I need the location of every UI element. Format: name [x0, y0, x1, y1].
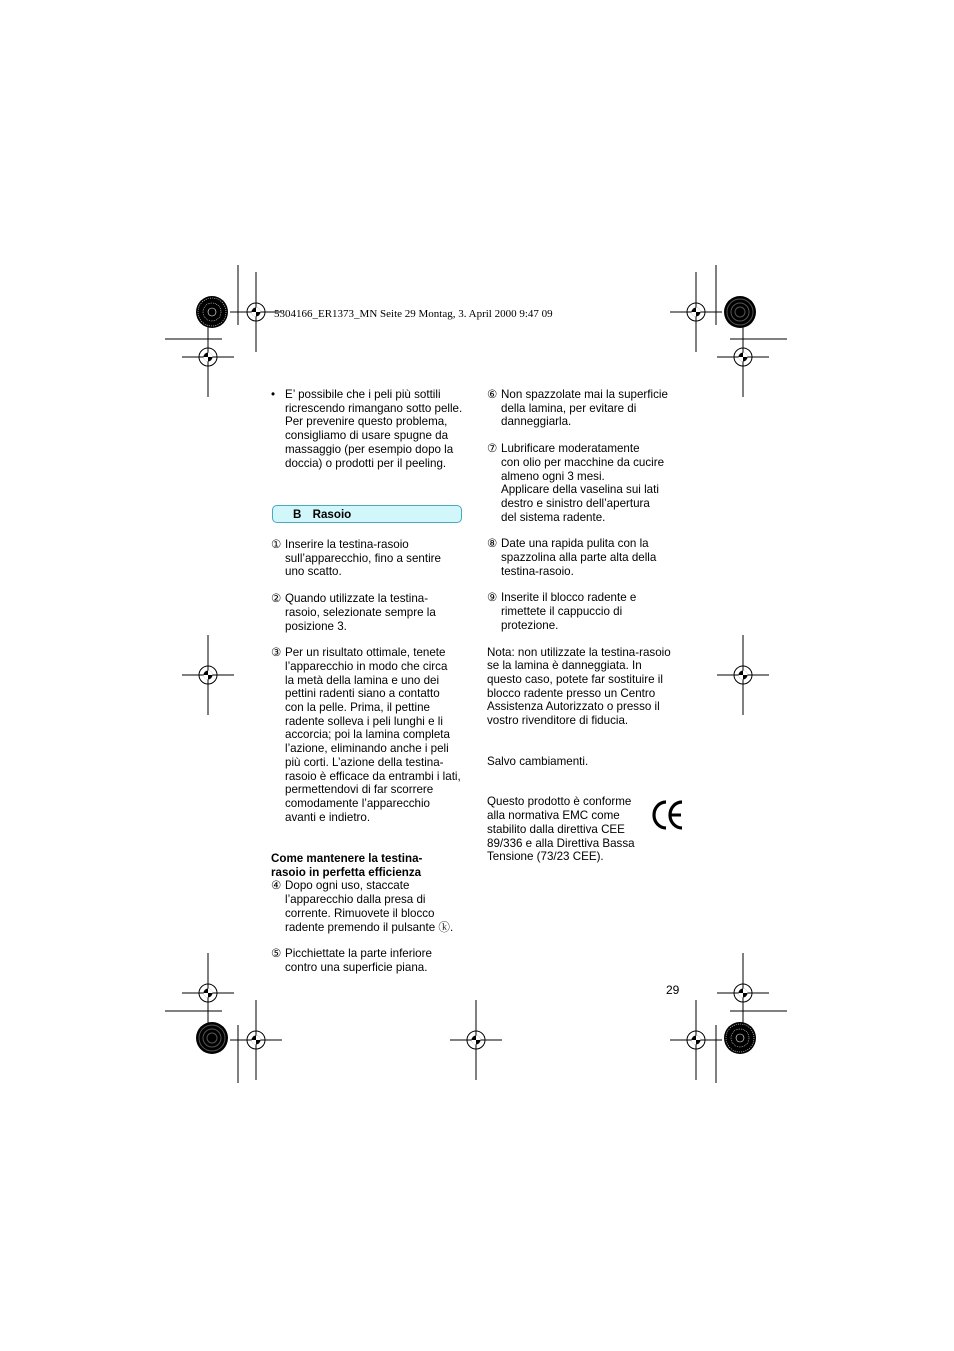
- text-line: E’ possibile che i peli più sottili: [285, 388, 441, 401]
- step-8: [487, 537, 697, 578]
- text-line: Date una rapida pulita con la: [501, 537, 649, 551]
- text-line: con la pelle. Prima, il pettine: [285, 701, 430, 715]
- steps-1-3: [271, 538, 471, 824]
- text-line: Inserite il blocco radente e: [501, 591, 637, 605]
- text-line: Assistenza Autorizzato o presso il: [487, 700, 660, 714]
- text-line: la metà della lamina e uno dei: [285, 673, 440, 687]
- section-header-rasoio: [272, 505, 462, 523]
- step-3: [271, 646, 471, 824]
- text-line: alla normativa EMC come: [487, 809, 620, 823]
- text-line: della lamina, per evitare di: [501, 401, 637, 415]
- step-5: [271, 947, 471, 974]
- text-line: consigliamo di usare spugne da: [285, 429, 449, 443]
- text-line: Quando utilizzate la testina-: [285, 592, 429, 606]
- text-line: vostro rivenditore di fiducia.: [487, 714, 629, 728]
- step-number: ⑨: [487, 591, 498, 605]
- step-number: ②: [271, 592, 282, 606]
- text-line: permettendovi di far scorrere: [285, 783, 434, 797]
- text-line: protezione.: [501, 618, 559, 632]
- text-line: posizione 3.: [285, 619, 347, 633]
- text-line: pettini radenti siano a contatto: [285, 687, 440, 701]
- left-column: [271, 388, 471, 470]
- step-1: [271, 538, 471, 579]
- text-line: 89/336 e alla Direttiva Bassa: [487, 836, 635, 850]
- text-line: l’apparecchio in modo che circa: [285, 659, 448, 673]
- text-line: questo caso, potete far sostituire il: [487, 672, 663, 686]
- text-line: doccia) o prodotti per il peeling.: [285, 456, 447, 470]
- step-9: [487, 591, 697, 632]
- print-slug: 5304166_ER1373_MN Seite 29 Montag, 3. April 2000 9:47 09: [274, 308, 553, 320]
- step-number: ⑥: [487, 388, 498, 401]
- text-line: accorcia; poi la lamina completa: [285, 728, 450, 742]
- step-4: [271, 879, 471, 934]
- step-7: [487, 442, 697, 524]
- text-line: Lubrificare moderatamente: [501, 442, 640, 456]
- text-line: massaggio (per esempio dopo la: [285, 442, 454, 456]
- maintenance-heading: rasoio in perfetta efficienza: [271, 865, 422, 879]
- text-line: almeno ogni 3 mesi.: [501, 469, 605, 483]
- text-line: se la lamina è danneggiata. In: [487, 659, 642, 673]
- step-number: ⑧: [487, 537, 498, 551]
- ce-mark-icon: [652, 797, 684, 833]
- text-line: del sistema radente.: [501, 510, 606, 524]
- text-line: più corti. L’azione della testina-: [285, 755, 444, 769]
- step-number: ③: [271, 646, 282, 660]
- step-6: [487, 388, 697, 429]
- text-line: blocco radente presso un Centro: [487, 686, 656, 700]
- section-title: Rasoio: [312, 508, 352, 521]
- text-line: sull’apparecchio, fino a sentire: [285, 551, 441, 565]
- maintenance-section: [271, 852, 471, 975]
- text-line: destro e sinistro dell’apertura: [501, 496, 650, 510]
- note: [487, 646, 697, 728]
- step-number: ①: [271, 538, 282, 551]
- text-line: testina-rasoio.: [501, 564, 574, 578]
- text-line: rimettete il cappuccio di: [501, 605, 623, 619]
- text-line: uno scatto.: [285, 565, 342, 579]
- text-line: con olio per macchine da cucire: [501, 455, 665, 469]
- step-number: ⑤: [271, 947, 282, 961]
- text-line: radente premendo il pulsante ⓚ.: [285, 920, 454, 934]
- text-line: Inserire la testina-rasoio: [285, 538, 409, 551]
- intro-bullet: [271, 388, 471, 470]
- text-line: Applicare della vaselina sui lati: [501, 483, 659, 497]
- step-2: [271, 592, 471, 633]
- text-line: rasoio è efficace da entrambi i lati,: [285, 769, 461, 783]
- step-number: ⑦: [487, 442, 498, 456]
- bullet-marker: •: [271, 388, 276, 401]
- text-line: Per prevenire questo problema,: [285, 415, 448, 429]
- text-line: Per un risultato ottimale, tenete: [285, 646, 446, 660]
- section-letter: B: [293, 508, 302, 521]
- page-number: 29: [666, 983, 680, 997]
- text-line: Nota: non utilizzate la testina-rasoio: [487, 645, 671, 659]
- right-column: [487, 388, 697, 864]
- text-line: radente solleva i peli lunghi e li: [285, 714, 443, 728]
- text-line: stabilito dalla direttiva CEE: [487, 822, 625, 836]
- text-line: Picchiettate la parte inferiore: [285, 947, 432, 961]
- text-line: Tensione (73/23 CEE).: [487, 850, 604, 864]
- conformity-statement: [487, 795, 647, 864]
- text-line: contro una superficie piana.: [285, 960, 428, 974]
- text-line: Non spazzolate mai la superficie: [501, 388, 668, 401]
- text-line: rasoio, selezionate sempre la: [285, 605, 436, 619]
- text-line: l’azione, eliminando anche i peli: [285, 742, 449, 756]
- text-line: ricrescendo rimangano sotto pelle.: [285, 401, 463, 415]
- text-line: Questo prodotto è conforme: [487, 795, 632, 809]
- text-line: l’apparecchio dalla presa di: [285, 893, 426, 907]
- text-line: danneggiarla.: [501, 415, 572, 429]
- step-number: ④: [271, 879, 282, 893]
- maintenance-heading: Come mantenere la testina-: [271, 852, 423, 865]
- text-line: Dopo ogni uso, staccate: [285, 879, 410, 893]
- text-line: spazzolina alla parte alta della: [501, 551, 657, 565]
- reserve-notice: Salvo cambiamenti.: [487, 754, 589, 768]
- text-line: comodamente l’apparecchio: [285, 796, 431, 810]
- text-line: avanti e indietro.: [285, 810, 371, 824]
- text-line: corrente. Rimuovete il blocco: [285, 906, 435, 920]
